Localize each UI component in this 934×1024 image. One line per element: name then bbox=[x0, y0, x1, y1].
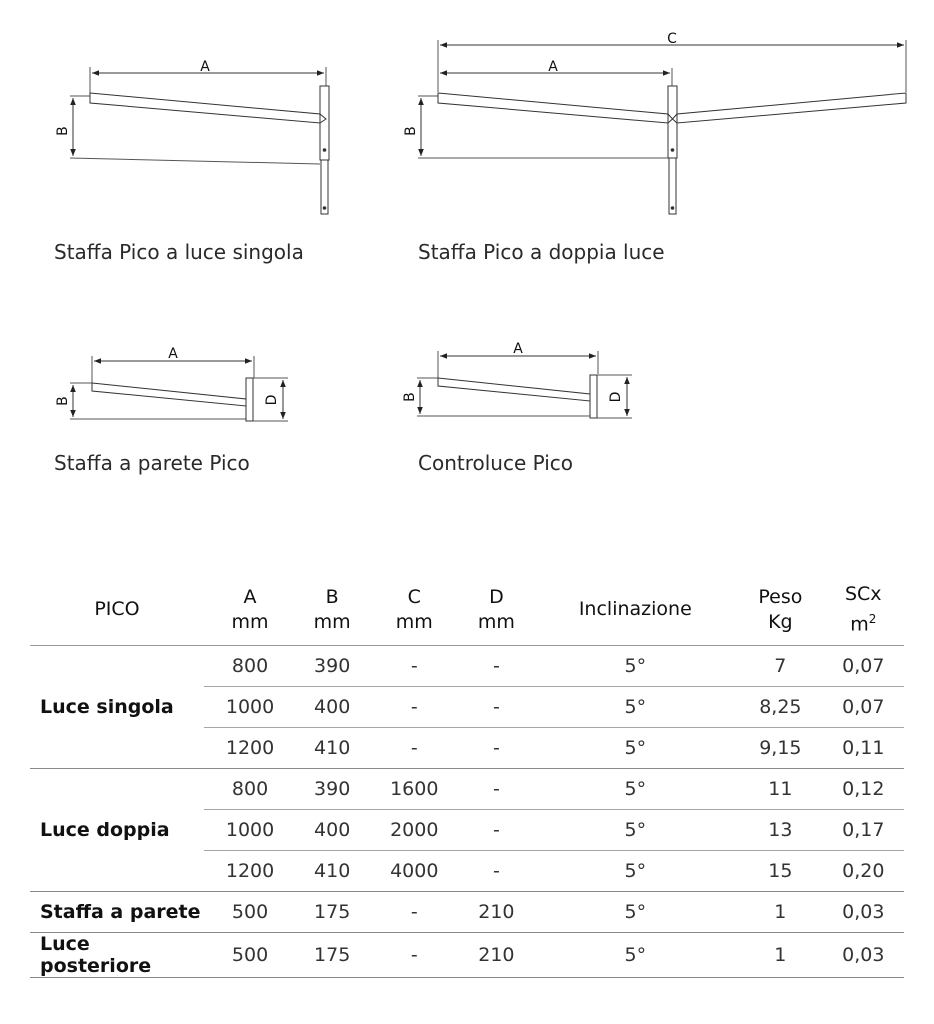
table-row bbox=[30, 933, 904, 978]
table-cell: 400 bbox=[296, 810, 368, 851]
caption-wall-bracket: Staffa a parete Pico bbox=[54, 451, 250, 475]
table-cell: 400 bbox=[296, 687, 368, 728]
header-a: A mm bbox=[204, 578, 296, 646]
table-cell: 0,20 bbox=[823, 851, 904, 892]
table-cell: 0,07 bbox=[823, 646, 904, 687]
single-bracket-drawing bbox=[70, 67, 329, 214]
caption-double-bracket: Staffa Pico a doppia luce bbox=[418, 240, 665, 264]
table-cell: 9,15 bbox=[738, 728, 822, 769]
header-scx: SCx $m^2$ bbox=[823, 578, 904, 646]
table-cell: 800 bbox=[204, 769, 296, 810]
table-cell: - bbox=[368, 646, 460, 687]
table-cell: 15 bbox=[738, 851, 822, 892]
group-label: Luce singola bbox=[30, 646, 204, 769]
table-cell: - bbox=[460, 769, 532, 810]
table-cell: 5° bbox=[532, 892, 738, 933]
spec-table-body bbox=[30, 646, 904, 978]
table-cell: - bbox=[460, 851, 532, 892]
table-cell: 175 bbox=[296, 933, 368, 978]
table-cell: - bbox=[368, 933, 460, 978]
group-label: Luce posteriore bbox=[30, 933, 204, 978]
header-d: D mm bbox=[460, 578, 532, 646]
table-cell: 5° bbox=[532, 851, 738, 892]
header-inclinazione: Inclinazione bbox=[532, 578, 738, 646]
table-cell: 5° bbox=[532, 810, 738, 851]
table-cell: 5° bbox=[532, 687, 738, 728]
table-cell: - bbox=[460, 687, 532, 728]
header-peso: Peso Kg bbox=[738, 578, 822, 646]
table-cell: - bbox=[460, 646, 532, 687]
table-cell: - bbox=[460, 728, 532, 769]
wall-dim-a-label: A bbox=[168, 346, 178, 362]
table-cell: 210 bbox=[460, 933, 532, 978]
header-pico: PICO bbox=[30, 578, 204, 646]
table-cell: 390 bbox=[296, 646, 368, 687]
table-cell: - bbox=[368, 892, 460, 933]
table-cell: 1000 bbox=[204, 810, 296, 851]
table-cell: 410 bbox=[296, 728, 368, 769]
table-cell: - bbox=[460, 810, 532, 851]
caption-backlight: Controluce Pico bbox=[418, 451, 574, 475]
table-cell: 175 bbox=[296, 892, 368, 933]
single-dim-a-label: A bbox=[200, 59, 210, 75]
group-label: Staffa a parete bbox=[30, 892, 204, 933]
table-row bbox=[30, 646, 904, 687]
header-c: C mm bbox=[368, 578, 460, 646]
single-dim-b-label: B bbox=[55, 126, 71, 136]
table-header-row bbox=[30, 578, 904, 646]
group-label: Luce doppia bbox=[30, 769, 204, 892]
table-row bbox=[30, 769, 904, 810]
table-cell: 800 bbox=[204, 646, 296, 687]
table-cell: 4000 bbox=[368, 851, 460, 892]
table-cell: 5° bbox=[532, 933, 738, 978]
table-cell: 0,03 bbox=[823, 892, 904, 933]
table-cell: 7 bbox=[738, 646, 822, 687]
table-cell: 0,03 bbox=[823, 933, 904, 978]
caption-single-bracket: Staffa Pico a luce singola bbox=[54, 240, 304, 264]
spec-table bbox=[30, 578, 904, 978]
backlight-dim-d-label: D bbox=[608, 391, 624, 403]
table-cell: 1200 bbox=[204, 728, 296, 769]
backlight-bracket-drawing bbox=[417, 351, 632, 418]
table-cell: 0,11 bbox=[823, 728, 904, 769]
table-cell: 8,25 bbox=[738, 687, 822, 728]
table-cell: - bbox=[368, 687, 460, 728]
table-cell: 13 bbox=[738, 810, 822, 851]
double-dim-c-label: C bbox=[667, 31, 677, 47]
table-cell: 1600 bbox=[368, 769, 460, 810]
table-cell: 1 bbox=[738, 892, 822, 933]
double-dim-a-label: A bbox=[548, 59, 558, 75]
table-cell: 1200 bbox=[204, 851, 296, 892]
table-cell: 0,17 bbox=[823, 810, 904, 851]
table-cell: 5° bbox=[532, 769, 738, 810]
table-cell: 2000 bbox=[368, 810, 460, 851]
table-cell: 5° bbox=[532, 646, 738, 687]
table-cell: - bbox=[368, 728, 460, 769]
table-cell: 210 bbox=[460, 892, 532, 933]
table-cell: 410 bbox=[296, 851, 368, 892]
double-bracket-drawing bbox=[418, 40, 906, 214]
wall-dim-d-label: D bbox=[264, 394, 280, 406]
table-cell: 0,07 bbox=[823, 687, 904, 728]
backlight-dim-a-label: A bbox=[513, 341, 523, 357]
table-cell: 11 bbox=[738, 769, 822, 810]
table-cell: 500 bbox=[204, 892, 296, 933]
table-row bbox=[30, 892, 904, 933]
table-cell: 1000 bbox=[204, 687, 296, 728]
double-dim-b-label: B bbox=[403, 126, 419, 136]
header-b: B mm bbox=[296, 578, 368, 646]
backlight-dim-b-label: B bbox=[402, 392, 418, 402]
table-cell: 0,12 bbox=[823, 769, 904, 810]
wall-dim-b-label: B bbox=[55, 396, 71, 406]
table-cell: 1 bbox=[738, 933, 822, 978]
table-cell: 390 bbox=[296, 769, 368, 810]
table-cell: 500 bbox=[204, 933, 296, 978]
wall-bracket-drawing bbox=[70, 356, 288, 421]
table-cell: 5° bbox=[532, 728, 738, 769]
